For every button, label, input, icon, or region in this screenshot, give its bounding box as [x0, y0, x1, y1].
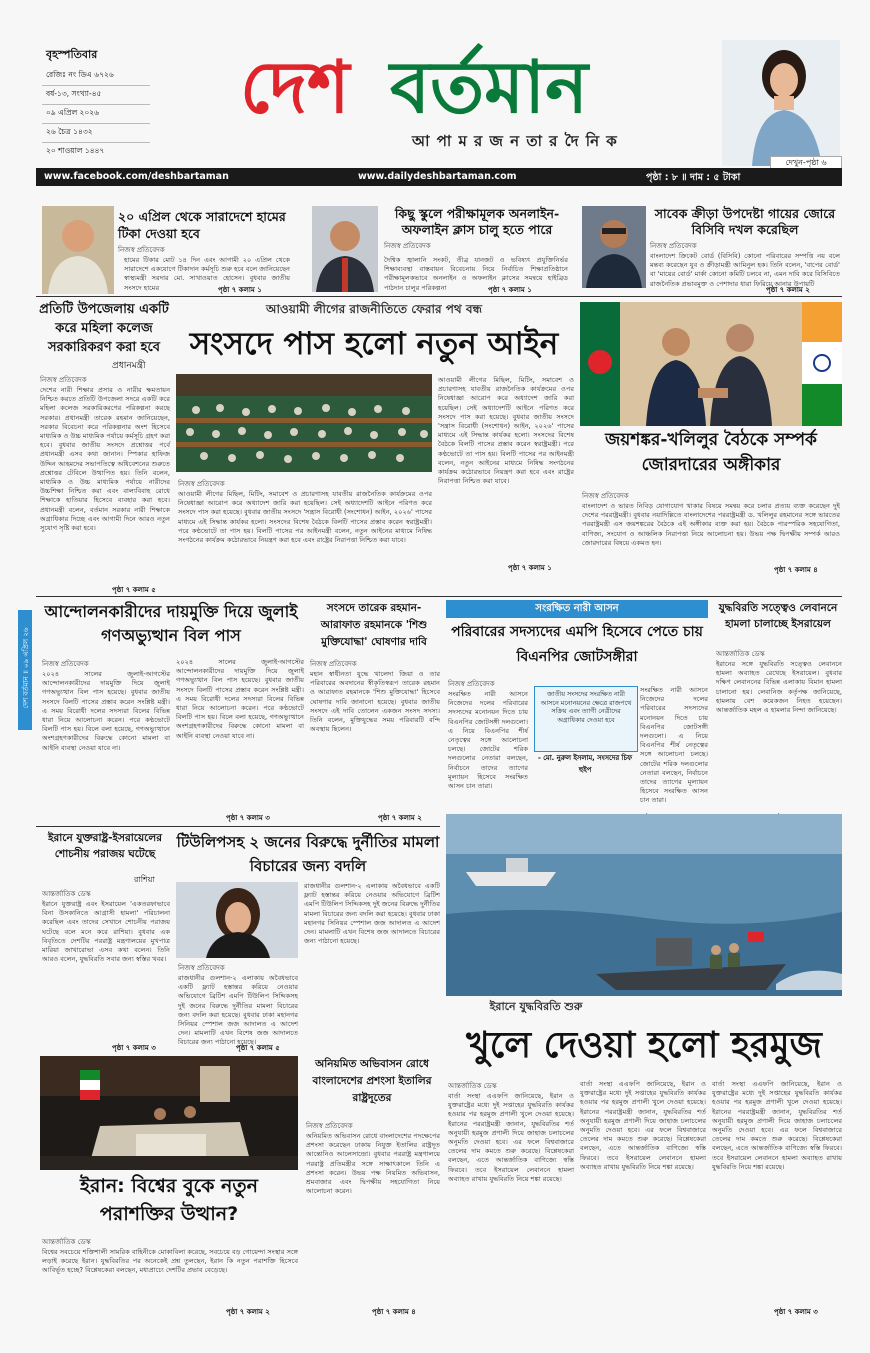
photo-story-byline: নিজস্ব প্রতিবেদক: [582, 492, 629, 500]
photo-story-jump[interactable]: পৃষ্ঠা ৭ কলাম ৪: [774, 566, 818, 574]
speaker-jump[interactable]: পৃষ্ঠা ৭ কলাম ২: [378, 814, 422, 822]
top-story-3-jump[interactable]: পৃষ্ঠা ৭ কলাম ২: [766, 286, 810, 294]
top-story-1-byline: নিজস্ব প্রতিবেদক: [118, 246, 165, 254]
hormuz-kicker: ইরানে যুদ্ধবিরতি শুরু: [489, 1000, 583, 1013]
tulip-jump[interactable]: পৃষ্ঠা ৭ কলাম ৫: [236, 1044, 280, 1052]
jul-byline: নিজস্ব প্রতিবেদক: [42, 660, 89, 668]
top-story-2-headline[interactable]: কিছু স্কুলে পরীক্ষামূলক অনলাইন-অফলাইন ক্লাস চালু হতে পারে: [394, 206, 560, 237]
reserved-quote: জাতীয় সংসদের সংরক্ষিত নারী আসনে মনোনয়নের ক্ষেত্রে রাজপথে সক্রিয় এবং ত্যাগী নেত্রীদের অগ্রাধিকার দেওয়া হবে: [540, 690, 632, 724]
jul-text-right: ২০২৪ সালের জুলাই-আগস্টের আন্দোলনকারীদের দায়মুক্তি দিয়ে জুলাই গণঅভ্যুত্থান বিল পাস হয়েছে। বুধবার জাতীয় সংসদে বিলটি পাসের প্রস্তাব করেন সংশ্লিষ্ট মন্ত্রী। এ সময় বিরোধী দলের সদস্যরা বিলের বিভিন্ন ধারা নিয়ে আলোচনা করেন। পরে কণ্ঠভোটে বিলটি পাস হয়। বিলে বলা হয়েছে, গণঅভ্যুত্থানে অংশগ্রহণকারীদের বিরুদ্ধে কোনো মামলা বা আইনি ব্যবস্থা নেওয়া যাবে না।: [176, 658, 304, 740]
date-bangla: ২৬ চৈত্র ১৪৩২: [42, 124, 150, 143]
reserved-text-right: সংরক্ষিত নারী আসনে নিজেদের দলের পরিবারের সদস্যদের মনোনয়ন দিতে চায় বিএনপির জোটসঙ্গী দলগুলো। এ নিয়ে বিএনপির শীর্ষ নেতৃত্বের সঙ্গে আলোচনা চলছে। জোটের শরিক দলগুলোর নেতারা বলছেন, নির্বাচনে তাদের ত্যাগের মূল্যায়ন হিসেবে সংরক্ষিত আসন চান তারা।: [640, 686, 708, 805]
jul-headline[interactable]: আন্দোলনকারীদের দায়মুক্তি দিয়ে জুলাই গণঅভ্যুত্থান বিল পাস: [44, 602, 298, 645]
mid-rule-1: [36, 596, 842, 597]
top-story-1-text: হামের টিকার মোট ১৪ দিন এবং আগামী ২০ এপ্রিল থেকে সারাদেশে একযোগে টিকাদান কর্মসূচি শুরু হবে বলে জানিয়েছেন স্বাস্থ্যমন্ত্রী সরদার মো. সাখাওয়াত হোসেন। বুধবার জাতীয় সংসদে হামের: [124, 256, 290, 292]
iran-power-byline: আন্তর্জাতিক ডেস্ক: [42, 1238, 91, 1246]
side-strip-text: দেশ বর্তমান ॥ ০৯ এপ্রিল ২৬: [22, 627, 30, 709]
logo-word-desh: দেশ: [240, 44, 350, 129]
day-label: বৃহস্পতিবার: [46, 48, 98, 61]
speaker-byline: নিজস্ব প্রতিবেদক: [310, 660, 357, 668]
reserved-quote-box: [534, 686, 638, 752]
jul-jump[interactable]: পৃষ্ঠা ৭ কলাম ৩: [226, 814, 270, 822]
parliament-photo: [176, 374, 432, 472]
website-link[interactable]: www.dailydeshbartaman.com: [358, 171, 517, 182]
reserved-quote-by: - মো. নুরুল ইসলাম, সংসদের চিফ হুইপ: [537, 754, 633, 774]
bcb-photo: [582, 206, 646, 288]
lead-text-left: আওয়ামী লীগের মিছিল, মিটিং, সমাবেশ ও প্রচারণাসহ যাবতীয় রাজনৈতিক কার্যক্রমের ওপর নিষেধাজ্ঞা আরোপ করে অধ্যাদেশ জারি করা হয়েছিল। সেই অধ্যাদেশটি আইনে পরিণত করে সংসদে পাস করা হয়েছে। বুধবার জাতীয় সংসদে 'সন্ত্রাস বিরোধী (সংশোধন) আইন, ২০২৬' পাসের মাধ্যমে এই সিদ্ধান্ত কার্যকর হলো। সংসদের বিশেষ বৈঠকে বিলটি পাসের প্রস্তাব করেন স্বরাষ্ট্রমন্ত্রী। পরে কণ্ঠভোটে তা পাস হয়। বিলটি পাসের পর আইনমন্ত্রী বলেন, নতুন আইনের মাধ্যমে নিষিদ্ধ সংগঠনের কার্যক্রম কঠোরভাবে নিয়ন্ত্রণ করা হবে এবং রাষ্ট্রের নিরাপত্তা নিশ্চিত করা যাবে।: [178, 490, 432, 545]
tulip-text-left: রাজধানীর গুলশান-২ এলাকায় অবৈধভাবে একটি ফ্ল্যাট হস্তান্তর করিয়ে নেওয়ার অভিযোগে ব্রিটিশ এমপি টিউলিপ সিদ্দিকসহ দুই জনের বিরুদ্ধে দুর্নীতির মামলা বিচারের জন্য বদলি করা হয়েছে। বুধবার ঢাকা মহানগর সিনিয়র স্পেশাল জজ আদালত এ আদেশ দেন। মামলাটি এখন বিশেষ জজ আদালতে বিচারের জন্য পাঠানো হয়েছে।: [178, 974, 298, 1047]
logo-word-bartaman: বর্তমান: [390, 44, 588, 129]
masthead-logo[interactable]: [240, 44, 680, 129]
iran-power-text: বিশ্বের সবচেয়ে শক্তিশালী সামরিক বাহিনীকে মোকাবিলা করেছে, সবচেয়ে বড় গোয়েন্দা সংস্থার সঙ্গে লড়াই করেছে ইরান। যুদ্ধবিরতির পর অনেকেই প্রশ্ন তুলছেন, ইরান কি নতুন পরাশক্তি হিসেবে আবির্ভূত হচ্ছে? বিশ্লেষকেরা বলছেন, মধ্যপ্রাচ্যে দেশটির প্রভাব বেড়েছে।: [42, 1248, 298, 1275]
tulip-byline: নিজস্ব প্রতিবেদক: [178, 964, 225, 972]
hormuz-jump[interactable]: পৃষ্ঠা ৭ কলাম ৩: [774, 1308, 818, 1316]
col1-headline[interactable]: প্রতিটি উপজেলায় একটি করে মহিলা কলেজ সরকারিকরণ করা হবে: [39, 302, 169, 355]
rally-image: [40, 1056, 298, 1170]
reserved-kicker-bar: [446, 600, 708, 618]
iran-loss-headline[interactable]: ইরানে যুক্তরাষ্ট্র-ইসরায়েলের শোচনীয় পরাজয় ঘটেছে: [48, 832, 162, 860]
col1-jump[interactable]: পৃষ্ঠা ৭ কলাম ৫: [112, 586, 156, 594]
mid-rule-2: [36, 826, 440, 827]
jul-text-left: ২০২৪ সালের জুলাই-আগস্টের আন্দোলনকারীদের দায়মুক্তি দিয়ে জুলাই গণঅভ্যুত্থান বিল পাস হয়েছে। বুধবার জাতীয় সংসদে বিলটি পাসের প্রস্তাব করেন সংশ্লিষ্ট মন্ত্রী। এ সময় বিরোধী দলের সদস্যরা বিলের বিভিন্ন ধারা নিয়ে আলোচনা করেন। পরে কণ্ঠভোটে বিলটি পাস হয়। বিলে বলা হয়েছে, গণঅভ্যুত্থানে অংশগ্রহণকারীদের বিরুদ্ধে কোনো মামলা বা আইনি ব্যবস্থা নেওয়া যাবে না।: [42, 670, 170, 752]
col1-text: দেশের নারী শিক্ষার প্রসার ও নারীর ক্ষমতায়ন নিশ্চিত করতে প্রতিটি উপজেলা সদরে একটি করে মহিলা কলেজ সরকারিকরণের পরিকল্পনা করছে সরকার। প্রধানমন্ত্রী তারেক রহমান জানিয়েছেন, সরকার বিবেচনা করে পরিকল্পনার অংশ হিসেবে মাধ্যমিক ও উচ্চ মাধ্যমিক পর্যায়ে কর্মসূচি গ্রহণ করা হবে। বুধবার জাতীয় সংসদে প্রশ্নোত্তর পর্বে প্রধানমন্ত্রী এসব কথা জানান। স্পিকার হাফিজ উদ্দিন আহমদের সভাপতিত্বে অধিবেশনের শুরুতে প্রশ্নোত্তর টেবিলে উত্থাপিত হয়। তিনি বলেন, মাধ্যমিক ও উচ্চ মাধ্যমিক পর্যায়ে নারীদের উচ্চশিক্ষা নিশ্চিত করা এবং বাল্যবিবাহ রোধে শিক্ষাকে হাতিয়ার হিসেবে ব্যবহার করা হবে। প্রধানমন্ত্রী বলেন, বর্তমান সরকার নারী শিক্ষাকে অগ্রাধিকার দিচ্ছে এবং আগামী দিনে আরও নতুন সুযোগ সৃষ্টি করা হবে।: [40, 386, 170, 533]
lebanon-byline: আন্তর্জাতিক ডেস্ক: [716, 650, 765, 658]
side-strip: [18, 610, 32, 730]
tulip-headline[interactable]: টিউলিপসহ ২ জনের বিরুদ্ধে দুর্নীতির মামলা বিচারের জন্য বদলি: [176, 833, 440, 875]
lebanon-text: ইরানের সঙ্গে যুদ্ধবিরতি সত্ত্বেও লেবাননে হামলা অব্যাহত রেখেছে ইসরায়েল। বুধবার দক্ষিণ লেবাননের বিভিন্ন এলাকায় বিমান হামলা চালানো হয়। লেবানিজ কর্তৃপক্ষ জানিয়েছে, হামলায় বেশ কয়েকজন নিহত হয়েছেন। আন্তর্জাতিক মহল এ হামলার নিন্দা জানিয়েছে।: [716, 660, 842, 715]
top-story-2-byline: নিজস্ব প্রতিবেদক: [384, 242, 431, 250]
top-story-1-jump[interactable]: পৃষ্ঠা ৭ কলাম ১: [218, 286, 262, 294]
lebanon-headline[interactable]: যুদ্ধবিরতি সত্ত্বেও লেবাননে হামলা চালাচ্ছে ইসরায়েল: [718, 602, 838, 630]
iran-loss-source: রাশিয়া: [134, 875, 155, 884]
actress-photo: [722, 40, 840, 166]
hormuz-byline: আন্তর্জাতিক ডেস্ক: [448, 1082, 497, 1090]
meeting-photo: [580, 302, 842, 426]
iran-loss-text: ইরানে যুক্তরাষ্ট্র এবং ইসরায়েল 'একতরফাভাবে বিনা উসকানিতে আগ্রাসী হামলা' পরিচালনা করেছিল এবং তাদের সেখানে শোচনীয় পরাজয় ঘটেছে বলে মনে করে রাশিয়া। বুধবার এক বিবৃতিতে দেশটির পররাষ্ট্র মন্ত্রণালয়ের মুখপাত্র মারিয়া জাখারোভা এসব কথা বলেন। তিনি আরও বলেন, যুদ্ধবিরতি সবার জন্য স্বস্তির খবর।: [42, 900, 170, 964]
reserved-headline[interactable]: পরিবারের সদস্যদের এমপি হিসেবে পেতে চায় বিএনপির জোটসঙ্গীরা: [451, 624, 703, 665]
tagline: আ পা ম র জ ন তা র দৈ নি ক: [412, 132, 618, 150]
see-page-label[interactable]: দেখুন-পৃষ্ঠা ৬: [770, 156, 842, 171]
top-story-2-jump[interactable]: পৃষ্ঠা ৭ কলাম ১: [488, 286, 532, 294]
hormuz-text-1: বার্তা সংস্থা এএফপি জানিয়েছে, ইরান ও যুক্তরাষ্ট্রের মধ্যে দুই সপ্তাহের যুদ্ধবিরতি কার্যকর হওয়ার পর হরমুজ প্রণালী খুলে দেওয়া হয়েছে। ইরানের পররাষ্ট্রমন্ত্রী জানান, যুদ্ধবিরতির শর্ত অনুযায়ী হরমুজ প্রণালী দিয়ে জাহাজ চলাচলের অনুমতি দেওয়া হবে। এর ফলে বিশ্ববাজারে তেলের দাম কমতে শুরু করেছে। বিশ্লেষকেরা বলছেন, এতে আন্তর্জাতিক বাণিজ্যে স্বস্তি ফিরবে। তবে ইসরায়েল লেবাননে হামলা অব্যাহত রাখায় যুদ্ধবিরতি নিয়ে শঙ্কা রয়েছে।: [448, 1092, 574, 1183]
lead-jump[interactable]: পৃষ্ঠা ৭ কলাম ১: [508, 564, 552, 572]
lead-kicker: আওয়ামী লীগের রাজনীতিতে ফেরার পথ বন্ধ: [265, 302, 483, 316]
info-bar: [36, 168, 842, 186]
reserved-byline: নিজস্ব প্রতিবেদক: [448, 680, 495, 688]
hormuz-text-3: বার্তা সংস্থা এএফপি জানিয়েছে, ইরান ও যুক্তরাষ্ট্রের মধ্যে দুই সপ্তাহের যুদ্ধবিরতি কার্যকর হওয়ার পর হরমুজ প্রণালী খুলে দেওয়া হয়েছে। ইরানের পররাষ্ট্রমন্ত্রী জানান, যুদ্ধবিরতির শর্ত অনুযায়ী হরমুজ প্রণালী দিয়ে জাহাজ চলাচলের অনুমতি দেওয়া হবে। এর ফলে বিশ্ববাজারে তেলের দাম কমতে শুরু করেছে। বিশ্লেষকেরা বলছেন, এতে আন্তর্জাতিক বাণিজ্যে স্বস্তি ফিরবে। তবে ইসরায়েল লেবাননে হামলা অব্যাহত রাখায় যুদ্ধবিরতি নিয়ে শঙ্কা রয়েছে।: [712, 1080, 842, 1171]
reserved-kicker: সংরক্ষিত নারী আসন: [535, 603, 619, 614]
anti-drive-byline: নিজস্ব প্রতিবেদক: [306, 1122, 353, 1130]
reg-number: রেজিঃ নং ডিএ ৬৭২৬: [42, 67, 150, 86]
top-story-3-byline: নিজস্ব প্রতিবেদক: [650, 242, 697, 250]
speaker-headline[interactable]: সংসদে তারেক রহমান-আরাফাত রহমানকে 'শিশু মুক্তিযোদ্ধা' ঘোষণার দাবি: [320, 602, 428, 648]
meeting-image: [580, 302, 842, 426]
tika-photo: [42, 206, 114, 294]
iran-power-jump[interactable]: পৃষ্ঠা ৭ কলাম ২: [226, 1308, 270, 1316]
lead-text-right: আওয়ামী লীগের মিছিল, মিটিং, সমাবেশ ও প্রচারণাসহ যাবতীয় রাজনৈতিক কার্যক্রমের ওপর নিষেধাজ্ঞা আরোপ করে অধ্যাদেশ জারি করা হয়েছিল। সেই অধ্যাদেশটি আইনে পরিণত করে সংসদে পাস করা হয়েছে। বুধবার জাতীয় সংসদে 'সন্ত্রাস বিরোধী (সংশোধন) আইন, ২০২৬' পাসের মাধ্যমে এই সিদ্ধান্ত কার্যকর হলো। সংসদের বিশেষ বৈঠকে বিলটি পাসের প্রস্তাব করেন স্বরাষ্ট্রমন্ত্রী। পরে কণ্ঠভোটে তা পাস হয়। বিলটি পাসের পর আইনমন্ত্রী বলেন, নতুন আইনের মাধ্যমে নিষিদ্ধ সংগঠনের কার্যক্রম কঠোরভাবে নিয়ন্ত্রণ করা হবে এবং রাষ্ট্রের নিরাপত্তা নিশ্চিত করা যাবে।: [438, 376, 574, 486]
top-story-2-text: দৈশ্বিক জ্বালানি সংকট, তীব্র যানজট ও ভবিষ্যৎ প্রযুক্তিনির্ভর শিক্ষাব্যবস্থা বাস্তবায়ন বিবেচনায় নিয়ে নির্বাচিত শিক্ষাপ্রতিষ্ঠানে পরীক্ষামূলকভাবে অনলাইন ও অফলাইন ক্লাসের সমন্বয়ে হাইব্রিড পাঠদান চালুর পরিকল্পনা: [384, 256, 568, 292]
top-story-3-text: বাংলাদেশ ক্রিকেট বোর্ড (বিসিবি) কোনো পরিবারের সম্পত্তি নয় বলে মন্তব্য করেছেন যুব ও ক্রীড়ামন্ত্রী আমিনুল হক। তিনি বলেন, 'বাপের বোর্ড' বা 'মায়ের বোর্ড' মার্কা কোনো কমিটি চলবে না, এমন দাবি করে বিসিবিতে রাজনৈতিক প্রভাবমুক্ত ও পেশাদার ধারা ফিরিয়ে আনার উপায়টি: [650, 252, 840, 288]
tulip-photo: [176, 882, 298, 958]
date-hijri: ২০ শাওয়াল ১৪৪৭: [46, 146, 105, 155]
boats-photo: [446, 814, 842, 996]
tulip-text-right: রাজধানীর গুলশান-২ এলাকায় অবৈধভাবে একটি ফ্ল্যাট হস্তান্তর করিয়ে নেওয়ার অভিযোগে ব্রিটিশ এমপি টিউলিপ সিদ্দিকসহ দুই জনের বিরুদ্ধে দুর্নীতির মামলা বিচারের জন্য বদলি করা হয়েছে। বুধবার ঢাকা মহানগর সিনিয়র স্পেশাল জজ আদালত এ আদেশ দেন। মামলাটি এখন বিশেষ জজ আদালতে বিচারের জন্য পাঠানো হয়েছে।: [304, 882, 440, 946]
actress-image: [722, 40, 840, 166]
top-row-rule: [36, 296, 842, 297]
lead-headline[interactable]: সংসদে পাস হলো নতুন আইন: [189, 326, 559, 362]
reserved-text-left: সংরক্ষিত নারী আসনে নিজেদের দলের পরিবারের সদস্যদের মনোনয়ন দিতে চায় বিএনপির জোটসঙ্গী দলগুলো। এ নিয়ে বিএনপির শীর্ষ নেতৃত্বের সঙ্গে আলোচনা চলছে। জোটের শরিক দলগুলোর নেতারা বলছেন, নির্বাচনে তাদের ত্যাগের মূল্যায়ন হিসেবে সংরক্ষিত আসন চান তারা।: [448, 690, 528, 791]
iran-loss-byline: আন্তর্জাতিক ডেস্ক: [42, 890, 91, 898]
speaker-text: মহান স্বাধীনতা যুদ্ধে খালেদা জিয়া ও তার পরিবারের অবদানের স্বীকৃতিস্বরূপ তারেক রহমান ও আরাফাত রহমানকে 'শিশু মুক্তিযোদ্ধা' হিসেবে ঘোষণার দাবি জানানো হয়েছে। বুধবার জাতীয় সংসদে এই দাবি তোলেন একজন সংসদ সদস্য। তিনি বলেন, মুক্তিযুদ্ধের সময় পরিবারটি বন্দি অবস্থায় ছিলেন।: [310, 670, 440, 734]
date-panel: [42, 44, 150, 155]
iran-loss-jump[interactable]: পৃষ্ঠা ৭ কলাম ৩: [112, 1044, 156, 1052]
date-english: ০৯ এপ্রিল ২০২৬: [42, 105, 150, 124]
iran-power-headline[interactable]: ইরান: বিশ্বের বুকে নতুন পরাশক্তির উত্থান?: [79, 1175, 258, 1225]
top-story-3-headline[interactable]: সাবেক ক্রীড়া উপদেষ্টা গায়ের জোরে বিসিবি দখল করেছিল: [654, 206, 836, 237]
anti-drive-text: অনিয়মিত অভিবাসন রোধে বাংলাদেশের পদক্ষেপের প্রশংসা করেছেন ঢাকায় নিযুক্ত ইতালির রাষ্ট্রদূত আন্তোনিও আলেসান্দ্রো। বুধবার পররাষ্ট্র মন্ত্রণালয়ে পররাষ্ট্র প্রতিমন্ত্রীর সঙ্গে সাক্ষাৎকালে তিনি এ প্রশংসা করেন। উভয় পক্ষ নিয়মিত অভিবাসন, শ্রমবাজার এবং দ্বিপক্ষীয় সহযোগিতা নিয়ে আলোচনা করেন।: [306, 1132, 440, 1196]
facebook-link[interactable]: www.facebook.com/deshbartaman: [44, 171, 229, 182]
rally-photo: [40, 1056, 298, 1170]
col1-byline: নিজস্ব প্রতিবেদক: [40, 376, 87, 384]
photo-story-headline[interactable]: জয়শঙ্কর-খলিলুর বৈঠকে সম্পর্ক জোরদারের অঙ্গীকার: [605, 430, 817, 475]
parliament-image: [176, 374, 432, 472]
anti-drive-headline[interactable]: অনিয়মিত অভিবাসন রোধে বাংলাদেশের প্রশংসা ইতালির রাষ্ট্রদূতের: [312, 1058, 432, 1104]
photo-story-text: বাংলাদেশ ও ভারত নিবিড় যোগাযোগ খাকার বিষয়ে সমন্বয় করে চলার প্রত্যয় ব্যক্ত করেছেন দুই দেশের পররাষ্ট্রমন্ত্রী। বুধবার নয়াদিল্লিতে বাংলাদেশের পররাষ্ট্রমন্ত্রী ড. খলিলুর রহমানের সঙ্গে ভারতের পররাষ্ট্রমন্ত্রী এস জয়শঙ্করের বৈঠকে এই অঙ্গীকার ব্যক্ত করা হয়। বৈঠকে পারস্পরিক সহযোগিতা, বাণিজ্য, সংযোগ ও আঞ্চলিক নিরাপত্তা নিয়ে আলোচনা হয়। উভয় পক্ষ দ্বিপক্ষীয় সম্পর্ক আরও জোরদারের বিষয়ে একমত হন।: [582, 502, 840, 547]
anti-drive-jump[interactable]: পৃষ্ঠা ৭ কলাম ৪: [372, 1308, 416, 1316]
volume-label: বর্ষ-১৩, সংখ্যা-৪৫: [42, 86, 150, 105]
top-story-1-headline[interactable]: ২০ এপ্রিল থেকে সারাদেশে হামের টিকা দেওয়া হবে: [118, 209, 286, 241]
boats-image: [446, 814, 842, 996]
lead-byline: নিজস্ব প্রতিবেদক: [178, 480, 225, 488]
school-photo: [312, 206, 378, 292]
pages-price: পৃষ্ঠা : ৮ ॥ দাম : ৫ টাকা: [646, 172, 741, 183]
col1-source: প্রধানমন্ত্রী: [112, 361, 146, 371]
tulip-image: [176, 882, 298, 958]
hormuz-headline[interactable]: খুলে দেওয়া হলো হরমুজ: [466, 1025, 822, 1066]
hormuz-text-2: বার্তা সংস্থা এএফপি জানিয়েছে, ইরান ও যুক্তরাষ্ট্রের মধ্যে দুই সপ্তাহের যুদ্ধবিরতি কার্যকর হওয়ার পর হরমুজ প্রণালী খুলে দেওয়া হয়েছে। ইরানের পররাষ্ট্রমন্ত্রী জানান, যুদ্ধবিরতির শর্ত অনুযায়ী হরমুজ প্রণালী দিয়ে জাহাজ চলাচলের অনুমতি দেওয়া হবে। এর ফলে বিশ্ববাজারে তেলের দাম কমতে শুরু করেছে। বিশ্লেষকেরা বলছেন, এতে আন্তর্জাতিক বাণিজ্যে স্বস্তি ফিরবে। তবে ইসরায়েল লেবাননে হামলা অব্যাহত রাখায় যুদ্ধবিরতি নিয়ে শঙ্কা রয়েছে।: [580, 1080, 706, 1171]
